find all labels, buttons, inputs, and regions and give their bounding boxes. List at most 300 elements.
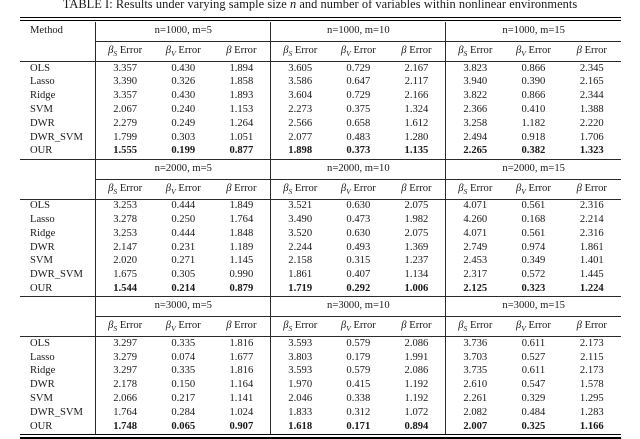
value-cell: 1.675 (96, 269, 154, 283)
beta-symbol: β (283, 320, 289, 332)
value-cell: 2.167 (404, 62, 429, 74)
column-header-cell: $\beta_V$ Error (329, 42, 387, 62)
beta-subscript: S (288, 49, 293, 59)
beta-subscript: V (171, 324, 176, 334)
page-title (0, 0, 640, 12)
method-cell: DWR_SVM (30, 406, 83, 418)
value-cell: 2.173 (579, 365, 604, 377)
table-row (20, 406, 621, 420)
beta-symbol: β (515, 320, 522, 332)
table-row (20, 241, 621, 255)
value-cell: 0.249 (171, 117, 196, 129)
value-cell: 2.007 (446, 420, 504, 434)
method-cell: OLS (30, 200, 51, 212)
value-cell: 3.258 (446, 117, 504, 131)
value-cell: 1.894 (229, 62, 254, 74)
beta-symbol: β (576, 45, 582, 57)
value-cell: 1.858 (229, 76, 254, 88)
value-cell: 3.520 (271, 227, 329, 241)
value-cell: 1.192 (404, 392, 429, 404)
value-cell: 2.610 (446, 379, 504, 393)
value-cell: 1.280 (404, 131, 429, 143)
value-cell: 3.390 (96, 76, 154, 90)
value-cell: 2.086 (404, 337, 429, 349)
value-cell: 2.178 (96, 379, 154, 393)
value-cell: 0.217 (171, 392, 196, 404)
beta-subscript: V (346, 186, 351, 196)
column-header-row (20, 42, 621, 62)
value-cell: 1.323 (563, 145, 621, 159)
table-row (20, 282, 621, 296)
table-row (20, 269, 621, 283)
value-cell: 0.561 (521, 227, 546, 239)
value-cell: 3.823 (446, 62, 504, 76)
value-cell: 0.430 (171, 90, 196, 102)
column-header-cell: β Error (212, 179, 270, 199)
value-cell: 3.297 (96, 365, 154, 379)
column-header-row (20, 179, 621, 199)
beta-symbol: β (165, 45, 172, 57)
beta-subscript: S (113, 49, 118, 59)
column-header-cell: $\beta_S$ Error (271, 42, 329, 62)
value-cell: 1.189 (229, 241, 254, 253)
value-cell: 0.382 (504, 145, 562, 159)
beta-symbol: β (226, 45, 232, 57)
value-cell: 1.153 (229, 103, 254, 115)
value-cell: 0.611 (521, 337, 546, 349)
value-cell: 1.849 (229, 200, 254, 212)
value-cell: 3.604 (271, 90, 329, 104)
value-cell: 2.165 (579, 76, 604, 88)
value-cell: 1.618 (271, 420, 329, 434)
value-cell: 3.822 (446, 90, 504, 104)
value-cell: 0.572 (521, 269, 546, 281)
value-cell: 2.086 (404, 365, 429, 377)
value-cell: 1.283 (579, 406, 604, 418)
value-cell: 0.484 (521, 406, 546, 418)
column-header-spacer (20, 179, 96, 199)
value-cell: 0.410 (521, 103, 546, 115)
value-cell: 2.566 (271, 117, 329, 131)
group-header-cell: n=1000, m=10 (271, 22, 446, 42)
value-cell: 3.357 (96, 62, 154, 76)
column-header-cell: $\beta_V$ Error (504, 179, 562, 199)
beta-symbol: β (283, 182, 289, 194)
beta-symbol: β (340, 320, 347, 332)
beta-subscript: S (288, 324, 293, 334)
table-row (20, 392, 621, 406)
value-cell: 0.312 (346, 406, 371, 418)
column-header-cell: $\beta_S$ Error (446, 42, 504, 62)
beta-subscript: V (521, 324, 526, 334)
table-row (20, 199, 621, 213)
value-cell: 0.647 (346, 76, 371, 88)
value-cell: 0.214 (154, 282, 212, 296)
value-cell: 3.253 (96, 199, 154, 213)
group-header-cell: n=3000, m=10 (271, 297, 446, 317)
value-cell: 0.473 (346, 213, 371, 225)
group-header-cell: n=2000, m=5 (96, 159, 271, 179)
value-cell: 1.192 (404, 379, 429, 391)
beta-subscript: S (113, 186, 118, 196)
value-cell: 2.046 (271, 392, 329, 406)
value-cell: 0.292 (329, 282, 387, 296)
value-cell: 1.748 (96, 420, 154, 434)
value-cell: 0.407 (346, 269, 371, 281)
beta-symbol: β (401, 320, 407, 332)
method-cell: SVM (30, 103, 53, 115)
value-cell: 1.401 (579, 255, 604, 267)
value-cell: 1.970 (271, 379, 329, 393)
value-cell: 2.453 (446, 255, 504, 269)
beta-symbol: β (458, 320, 464, 332)
method-cell: SVM (30, 392, 53, 404)
value-cell: 1.861 (271, 269, 329, 283)
value-cell: 0.894 (404, 420, 429, 432)
value-cell: 2.166 (404, 90, 429, 102)
value-cell: 0.879 (212, 282, 270, 296)
value-cell: 1.135 (388, 145, 446, 159)
value-cell: 0.527 (521, 351, 546, 363)
method-cell: Lasso (30, 213, 55, 225)
value-cell: 0.430 (171, 62, 196, 74)
value-cell: 0.579 (346, 365, 371, 377)
value-cell: 0.349 (521, 255, 546, 267)
results-table-body (20, 22, 621, 434)
value-cell: 2.214 (579, 213, 604, 225)
value-cell: 3.490 (271, 213, 329, 227)
value-cell: 0.231 (171, 241, 196, 253)
value-cell: 0.335 (171, 337, 196, 349)
beta-symbol: β (165, 320, 172, 332)
value-cell: 0.373 (329, 145, 387, 159)
value-cell: 2.115 (580, 351, 604, 363)
column-header-cell: $\beta_S$ Error (446, 317, 504, 337)
band-header-row (20, 159, 621, 179)
column-header-cell: $\beta_V$ Error (329, 179, 387, 199)
column-header-cell: $\beta_S$ Error (96, 179, 154, 199)
value-cell: 0.240 (171, 103, 196, 115)
group-header-cell: n=2000, m=10 (271, 159, 446, 179)
value-cell: 2.082 (446, 406, 504, 420)
value-cell: 1.182 (521, 117, 546, 129)
value-cell: 2.265 (446, 145, 504, 159)
value-cell: 3.605 (271, 62, 329, 76)
value-cell: 1.237 (404, 255, 429, 267)
value-cell: 0.168 (521, 213, 546, 225)
band-header-row (20, 297, 621, 317)
method-cell: OLS (30, 337, 51, 349)
beta-subscript: V (346, 49, 351, 59)
column-header-cell: β Error (212, 317, 270, 337)
method-cell: Ridge (30, 227, 56, 239)
value-cell: 4.260 (446, 213, 504, 227)
table-row (20, 227, 621, 241)
value-cell: 0.179 (346, 351, 371, 363)
value-cell: 0.483 (346, 131, 371, 143)
beta-subscript: S (463, 186, 468, 196)
value-cell: 1.848 (229, 227, 254, 239)
table-row (20, 103, 621, 117)
value-cell: 0.338 (346, 392, 371, 404)
column-header-cell: β Error (563, 42, 621, 62)
beta-subscript: S (113, 324, 118, 334)
value-cell: 0.199 (154, 145, 212, 159)
table-row (20, 62, 621, 76)
beta-symbol: β (458, 45, 464, 57)
table-row (20, 117, 621, 131)
method-cell: OUR (20, 145, 96, 159)
value-cell: 1.388 (579, 103, 604, 115)
beta-symbol: β (340, 45, 347, 57)
table-row (20, 145, 621, 159)
column-header-cell: $\beta_S$ Error (271, 179, 329, 199)
value-cell: 3.521 (271, 199, 329, 213)
value-cell: 2.261 (446, 392, 504, 406)
method-cell: OUR (20, 282, 96, 296)
value-cell: 3.736 (446, 337, 504, 351)
value-cell: 2.075 (404, 227, 429, 239)
value-cell: 1.166 (579, 420, 604, 432)
table-row (20, 379, 621, 393)
value-cell: 1.051 (229, 131, 254, 143)
value-cell: 0.729 (346, 62, 371, 74)
value-cell: 1.024 (229, 406, 254, 418)
value-cell: 1.224 (563, 282, 621, 296)
value-cell: 1.612 (404, 117, 429, 129)
value-cell: 0.250 (171, 213, 196, 225)
value-cell: 2.244 (271, 241, 329, 255)
value-cell: 2.020 (96, 255, 154, 269)
method-cell: Lasso (30, 351, 55, 363)
results-table (20, 22, 621, 434)
value-cell: 2.494 (446, 131, 504, 145)
value-cell: 0.303 (171, 131, 196, 143)
value-cell: 0.375 (346, 103, 371, 115)
value-cell: 2.075 (404, 200, 429, 212)
group-header-cell: n=3000, m=5 (96, 297, 271, 317)
beta-symbol: β (458, 182, 464, 194)
group-header-cell: n=3000, m=15 (446, 297, 621, 317)
method-column-header (20, 297, 96, 317)
beta-symbol: β (165, 182, 172, 194)
value-cell: 0.729 (346, 90, 371, 102)
beta-symbol: β (576, 320, 582, 332)
value-cell: 0.171 (346, 420, 371, 432)
method-cell: OUR (30, 420, 53, 432)
results-table-wrapper (20, 17, 621, 439)
value-cell: 0.390 (521, 76, 546, 88)
value-cell: 0.990 (229, 269, 254, 281)
beta-subscript: V (521, 49, 526, 59)
table-row (20, 213, 621, 227)
value-cell: 0.415 (346, 379, 371, 391)
value-cell: 1.764 (229, 213, 254, 225)
method-cell: Ridge (30, 365, 56, 377)
value-cell: 1.544 (96, 282, 154, 296)
value-cell: 1.816 (229, 337, 254, 349)
value-cell: 1.898 (271, 145, 329, 159)
title-text-1: TABLE I: Results under varying sample size (62, 0, 290, 11)
value-cell: 2.077 (271, 131, 329, 145)
value-cell: 0.284 (171, 406, 196, 418)
value-cell: 3.586 (271, 76, 329, 90)
column-header-cell: β Error (388, 317, 446, 337)
value-cell: 1.833 (271, 406, 329, 420)
column-header-cell: β Error (388, 42, 446, 62)
beta-symbol: β (576, 182, 582, 194)
value-cell: 1.764 (96, 406, 154, 420)
beta-symbol: β (108, 320, 114, 332)
table-row (20, 76, 621, 90)
value-cell: 0.493 (346, 241, 371, 253)
column-header-cell: $\beta_S$ Error (271, 317, 329, 337)
value-cell: 0.866 (521, 62, 546, 74)
column-header-cell: β Error (563, 179, 621, 199)
group-header-cell: n=1000, m=15 (446, 22, 621, 42)
value-cell: 2.749 (446, 241, 504, 255)
method-cell: DWR (30, 117, 55, 129)
group-header-cell: n=1000, m=5 (96, 22, 271, 42)
value-cell: 0.323 (504, 282, 562, 296)
value-cell: 0.918 (521, 131, 546, 143)
beta-symbol: β (283, 45, 289, 57)
column-header-cell: $\beta_V$ Error (504, 42, 562, 62)
title-variable-n: n (289, 0, 297, 11)
value-cell: 3.297 (96, 337, 154, 351)
value-cell: 3.735 (446, 365, 504, 379)
value-cell: 2.125 (446, 282, 504, 296)
value-cell: 2.316 (579, 227, 604, 239)
value-cell: 2.345 (579, 62, 604, 74)
column-header-cell: $\beta_V$ Error (154, 42, 212, 62)
value-cell: 0.326 (171, 76, 196, 88)
value-cell: 0.974 (521, 241, 546, 253)
value-cell: 0.150 (171, 379, 196, 391)
beta-symbol: β (108, 45, 114, 57)
column-header-cell: $\beta_S$ Error (446, 179, 504, 199)
method-cell: Ridge (30, 90, 56, 102)
value-cell: 1.164 (229, 379, 254, 391)
method-cell: DWR (30, 241, 55, 253)
value-cell: 0.907 (229, 420, 254, 432)
value-cell: 3.940 (446, 76, 504, 90)
beta-symbol: β (515, 182, 522, 194)
beta-subscript: S (463, 49, 468, 59)
value-cell: 1.006 (388, 282, 446, 296)
value-cell: 2.158 (271, 255, 329, 269)
value-cell: 0.329 (521, 392, 546, 404)
beta-subscript: S (463, 324, 468, 334)
value-cell: 2.344 (579, 90, 604, 102)
value-cell: 2.067 (96, 103, 154, 117)
value-cell: 1.324 (404, 103, 429, 115)
value-cell: 1.555 (96, 145, 154, 159)
value-cell: 0.547 (521, 379, 546, 391)
value-cell: 1.706 (579, 131, 604, 143)
table-row (20, 337, 621, 351)
value-cell: 0.074 (171, 351, 196, 363)
value-cell: 2.317 (446, 269, 504, 283)
beta-symbol: β (108, 182, 114, 194)
value-cell: 1.982 (404, 213, 429, 225)
column-header-cell: β Error (388, 179, 446, 199)
beta-symbol: β (515, 45, 522, 57)
value-cell: 2.117 (404, 76, 429, 88)
value-cell: 2.220 (579, 117, 604, 129)
band-header-row (20, 22, 621, 42)
value-cell: 0.579 (346, 337, 371, 349)
beta-symbol: β (226, 182, 232, 194)
table-row (20, 365, 621, 379)
value-cell: 0.325 (521, 420, 546, 432)
value-cell: 0.315 (346, 255, 371, 267)
column-header-row (20, 317, 621, 337)
value-cell: 1.264 (229, 117, 254, 129)
method-cell: OLS (30, 62, 51, 74)
beta-symbol: β (401, 45, 407, 57)
value-cell: 2.366 (446, 103, 504, 117)
column-header-cell: $\beta_V$ Error (504, 317, 562, 337)
value-cell: 2.066 (96, 392, 154, 406)
beta-subscript: V (171, 186, 176, 196)
value-cell: 3.253 (96, 227, 154, 241)
value-cell: 1.991 (404, 351, 429, 363)
value-cell: 3.278 (96, 213, 154, 227)
beta-symbol: β (340, 182, 347, 194)
column-header-cell: $\beta_V$ Error (154, 179, 212, 199)
value-cell: 1.578 (579, 379, 604, 391)
method-cell: Lasso (30, 76, 55, 88)
table-row (20, 131, 621, 145)
column-header-cell: $\beta_S$ Error (96, 317, 154, 337)
value-cell: 1.134 (404, 269, 429, 281)
value-cell: 3.357 (96, 90, 154, 104)
value-cell: 0.866 (521, 90, 546, 102)
beta-subscript: V (521, 186, 526, 196)
table-top-rule (20, 17, 621, 21)
value-cell: 4.071 (446, 199, 504, 213)
method-column-header (20, 159, 96, 179)
group-header-cell: n=2000, m=15 (446, 159, 621, 179)
value-cell: 1.295 (579, 392, 604, 404)
value-cell: 1.445 (579, 269, 604, 281)
value-cell: 2.173 (579, 337, 604, 349)
value-cell: 3.703 (446, 351, 504, 365)
value-cell: 0.611 (521, 365, 546, 377)
value-cell: 0.444 (171, 200, 196, 212)
column-header-cell: β Error (212, 42, 270, 62)
value-cell: 1.816 (229, 365, 254, 377)
value-cell: 2.273 (271, 103, 329, 117)
table-bottom-rule (20, 434, 621, 439)
value-cell: 3.279 (96, 351, 154, 365)
beta-subscript: V (171, 49, 176, 59)
column-header-spacer (20, 317, 96, 337)
value-cell: 0.271 (171, 255, 196, 267)
beta-subscript: S (288, 186, 293, 196)
value-cell: 3.593 (271, 337, 329, 351)
value-cell: 0.658 (346, 117, 371, 129)
value-cell: 4.071 (446, 227, 504, 241)
method-cell: DWR (30, 379, 55, 391)
value-cell: 0.335 (171, 365, 196, 377)
table-row (20, 90, 621, 104)
value-cell: 1.677 (229, 351, 254, 363)
table-row (20, 255, 621, 269)
table-row (20, 351, 621, 365)
value-cell: 1.145 (229, 255, 254, 267)
